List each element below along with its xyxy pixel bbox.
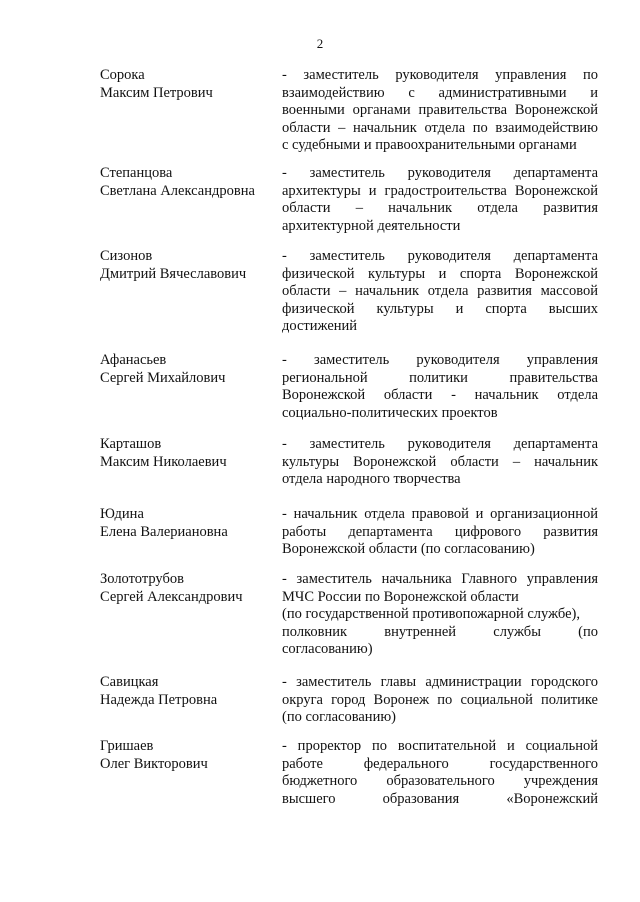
member-given-names: Надежда Петровна	[100, 691, 218, 708]
member-surname: Сорока	[100, 67, 145, 83]
member-surname: Сизонов	[100, 248, 153, 264]
position-line: региональной политики правительства	[282, 369, 598, 386]
member-name	[100, 67, 275, 102]
member-position	[282, 506, 598, 559]
member-given-names: Максим Николаевич	[100, 453, 227, 470]
member-surname: Степанцова	[100, 165, 173, 181]
member-name	[100, 674, 275, 709]
position-line: высшего образования «Воронежский	[282, 790, 598, 807]
member-position	[282, 165, 598, 235]
position-line: - заместитель начальника Главного управления	[282, 571, 598, 587]
position-line: - проректор по воспитательной и социальной	[282, 738, 598, 754]
position-line: достижений	[282, 318, 358, 335]
member-surname: Золототрубов	[100, 571, 184, 587]
position-line: - заместитель главы администрации городского	[282, 674, 598, 690]
position-line: согласованию)	[282, 641, 373, 658]
member-name	[100, 506, 275, 541]
position-line: отдела народного творчества	[282, 471, 461, 488]
position-line: (по согласованию)	[282, 709, 396, 726]
member-surname: Афанасьев	[100, 352, 167, 368]
member-surname: Гришаев	[100, 738, 154, 754]
position-line: Воронежской области (по согласованию)	[282, 541, 535, 558]
member-position	[282, 436, 598, 489]
member-position	[282, 67, 598, 155]
position-line: - заместитель руководителя департамента	[282, 165, 598, 181]
member-given-names: Светлана Александровна	[100, 182, 255, 199]
position-line: МЧС России по Воронежской области	[282, 588, 519, 605]
member-position	[282, 738, 598, 808]
position-line: области – начальник отдела по взаимодействию	[282, 119, 598, 136]
member-position	[282, 352, 598, 422]
member-surname: Карташов	[100, 436, 162, 452]
position-line: архитектуры и градостроительства Воронежской	[282, 182, 598, 199]
position-line: с судебными и правоохранительными органами	[282, 137, 577, 154]
position-line: округа город Воронеж по социальной политике	[282, 691, 598, 708]
position-line: культуры Воронежской области – начальник	[282, 453, 598, 470]
position-line: - заместитель руководителя департамента	[282, 248, 598, 264]
member-surname: Савицкая	[100, 674, 159, 690]
position-line: области – начальник отдела развития массовой	[282, 283, 598, 300]
position-line: физической культуры и спорта высших	[282, 300, 598, 317]
member-position	[282, 571, 598, 659]
member-position	[282, 248, 598, 336]
member-name	[100, 571, 275, 606]
member-name	[100, 248, 275, 283]
position-line: бюджетного образовательного учреждения	[282, 773, 598, 790]
position-line: - заместитель руководителя департамента	[282, 436, 598, 452]
position-line: физической культуры и спорта Воронежской	[282, 265, 598, 282]
member-given-names: Сергей Михайлович	[100, 369, 226, 386]
position-line: работе федерального государственного	[282, 755, 598, 772]
position-line: Воронежской области - начальник отдела	[282, 387, 598, 404]
member-given-names: Елена Валериановна	[100, 523, 228, 540]
page-number: 2	[316, 36, 324, 51]
position-line: области – начальник отдела развития	[282, 200, 598, 217]
member-name	[100, 352, 275, 387]
member-name	[100, 738, 275, 773]
position-line: архитектурной деятельности	[282, 217, 461, 234]
member-surname: Юдина	[100, 506, 144, 522]
member-name	[100, 165, 275, 200]
position-line: взаимодействию с административными и	[282, 84, 598, 101]
position-line: социально-политических проектов	[282, 404, 498, 421]
member-given-names: Максим Петрович	[100, 84, 213, 101]
position-line: - заместитель руководителя управления	[282, 352, 598, 368]
position-line: полковник внутренней службы (по	[282, 623, 598, 640]
position-line: - заместитель руководителя управления по	[282, 67, 598, 83]
member-given-names: Сергей Александрович	[100, 588, 243, 605]
member-position	[282, 674, 598, 727]
member-given-names: Дмитрий Вячеславович	[100, 265, 247, 282]
position-line: (по государственной противопожарной службе),	[282, 606, 580, 623]
position-line: военными органами правительства Воронежской	[282, 102, 598, 119]
position-line: - начальник отдела правовой и организационной	[282, 506, 598, 522]
member-name	[100, 436, 275, 471]
member-given-names: Олег Викторович	[100, 755, 208, 772]
position-line: работы департамента цифрового развития	[282, 523, 598, 540]
